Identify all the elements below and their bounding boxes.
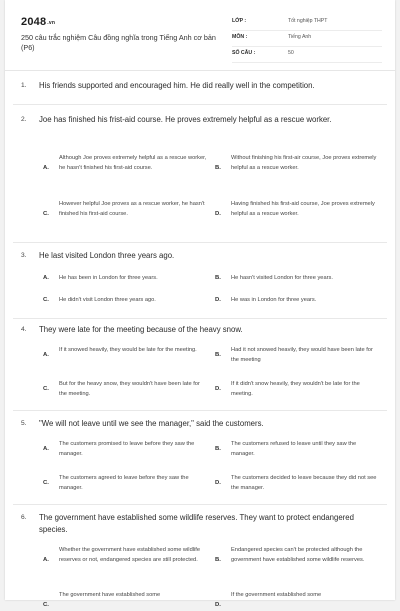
option-text: Without finishing his first-air course, Joe proves extremely helpful as a rescue worker. — [231, 155, 377, 171]
meta-label: LỚP : — [232, 18, 247, 24]
option-text: Endangered species can't be protected although the government have established some wildlife reserves. — [231, 547, 365, 563]
option-letter: D. — [215, 602, 221, 608]
option-text: The customers decided to leave because they did not see the manager. — [231, 475, 377, 491]
option-text: Having finished his first-aid course, Joe proves extremely helpful as a rescue worker. — [231, 201, 375, 217]
site-logo[interactable]: 2048.vn — [21, 16, 56, 28]
option-letter: D. — [215, 386, 221, 392]
option-text: He has been in London for three years. — [59, 275, 158, 281]
meta-label: MÔN : — [232, 34, 248, 40]
document-title: 250 câu trắc nghiệm Câu đồng nghĩa trong Tiếng Anh cơ bản (P6) — [21, 33, 216, 52]
question-2 — [5, 104, 395, 240]
question-3 — [5, 242, 395, 318]
option-letter: A. — [43, 165, 49, 171]
question-number: 4. — [21, 326, 27, 333]
option-letter: B. — [215, 557, 221, 563]
option-letter: B. — [215, 352, 221, 358]
option-text: However helpful Joe proves as a rescue worker, he hasn't finished his first-aid course. — [59, 201, 205, 217]
question-text: Joe has finished his frist-aid course. He proves extremely helpful as a rescue worker. — [39, 115, 332, 124]
meta-value: Tốt nghiệp THPT — [288, 18, 328, 24]
option-letter: B. — [215, 165, 221, 171]
question-text: The government have established some wildlife reserves. They want to protect endangered species. — [39, 513, 354, 534]
question-number: 1. — [21, 82, 27, 89]
option-text: Whether the government have established some wildlife reserves or not, endangered species are still protected. — [59, 547, 200, 563]
document-header — [5, 0, 395, 71]
question-1 — [5, 70, 395, 104]
option-letter: B. — [215, 446, 221, 452]
question-text: His friends supported and encouraged him. He did really well in the competition. — [39, 81, 315, 90]
question-text: "We will not leave until we see the manager," said the customers. — [39, 419, 264, 428]
meta-label: SỐ CÂU : — [232, 50, 256, 56]
option-letter: C. — [43, 211, 49, 217]
question-5 — [5, 410, 395, 504]
option-text: Had it not snowed heavily, they would have been late for the meeting — [231, 347, 373, 363]
question-number: 6. — [21, 514, 27, 521]
meta-row-grade — [232, 15, 382, 31]
meta-value: 50 — [288, 50, 294, 56]
option-text: The customers agreed to leave before they saw the manager. — [59, 475, 189, 491]
option-text: He didn't visit London three years ago. — [59, 297, 156, 303]
question-number: 2. — [21, 116, 27, 123]
option-letter: C. — [43, 480, 49, 486]
option-letter: B. — [215, 275, 221, 281]
option-letter: D. — [215, 211, 221, 217]
meta-row-count — [232, 47, 382, 63]
document-meta — [232, 15, 382, 63]
option-letter: A. — [43, 275, 49, 281]
question-text: They were late for the meeting because of the heavy snow. — [39, 325, 243, 334]
option-text: If it snowed heavily, they would be late for the meeting. — [59, 347, 197, 353]
question-number: 5. — [21, 420, 27, 427]
option-letter: C. — [43, 386, 49, 392]
option-text: If the government established some — [231, 592, 322, 598]
question-text: He last visited London three years ago. — [39, 251, 175, 260]
option-text: Although Joe proves extremely helpful as a rescue worker, he hasn't finished his first-aid course. — [59, 155, 207, 171]
option-letter: A. — [43, 352, 49, 358]
option-text: He was in London for three years. — [231, 297, 317, 303]
meta-row-subject — [232, 31, 382, 47]
option-text: The customers promised to leave before they saw the manager. — [59, 441, 195, 457]
option-letter: D. — [215, 480, 221, 486]
option-letter: A. — [43, 446, 49, 452]
option-letter: D. — [215, 297, 221, 303]
option-text: He hasn't visited London for three years. — [231, 275, 333, 281]
option-text: But for the heavy snow, they wouldn't have been late for the meeting. — [59, 381, 200, 397]
meta-value: Tiếng Anh — [288, 34, 312, 40]
question-6 — [5, 504, 395, 608]
option-letter: C. — [43, 297, 49, 303]
option-text: The government have established some — [59, 592, 161, 598]
option-letter: C. — [43, 602, 49, 608]
question-4 — [5, 318, 395, 410]
option-text: The customers refused to leave until they saw the manager. — [231, 441, 357, 457]
option-letter: A. — [43, 557, 49, 563]
document-page — [5, 0, 395, 608]
question-number: 3. — [21, 252, 27, 259]
option-text: If it didn't snow heavily, they wouldn't be late for the meeting. — [231, 381, 360, 397]
